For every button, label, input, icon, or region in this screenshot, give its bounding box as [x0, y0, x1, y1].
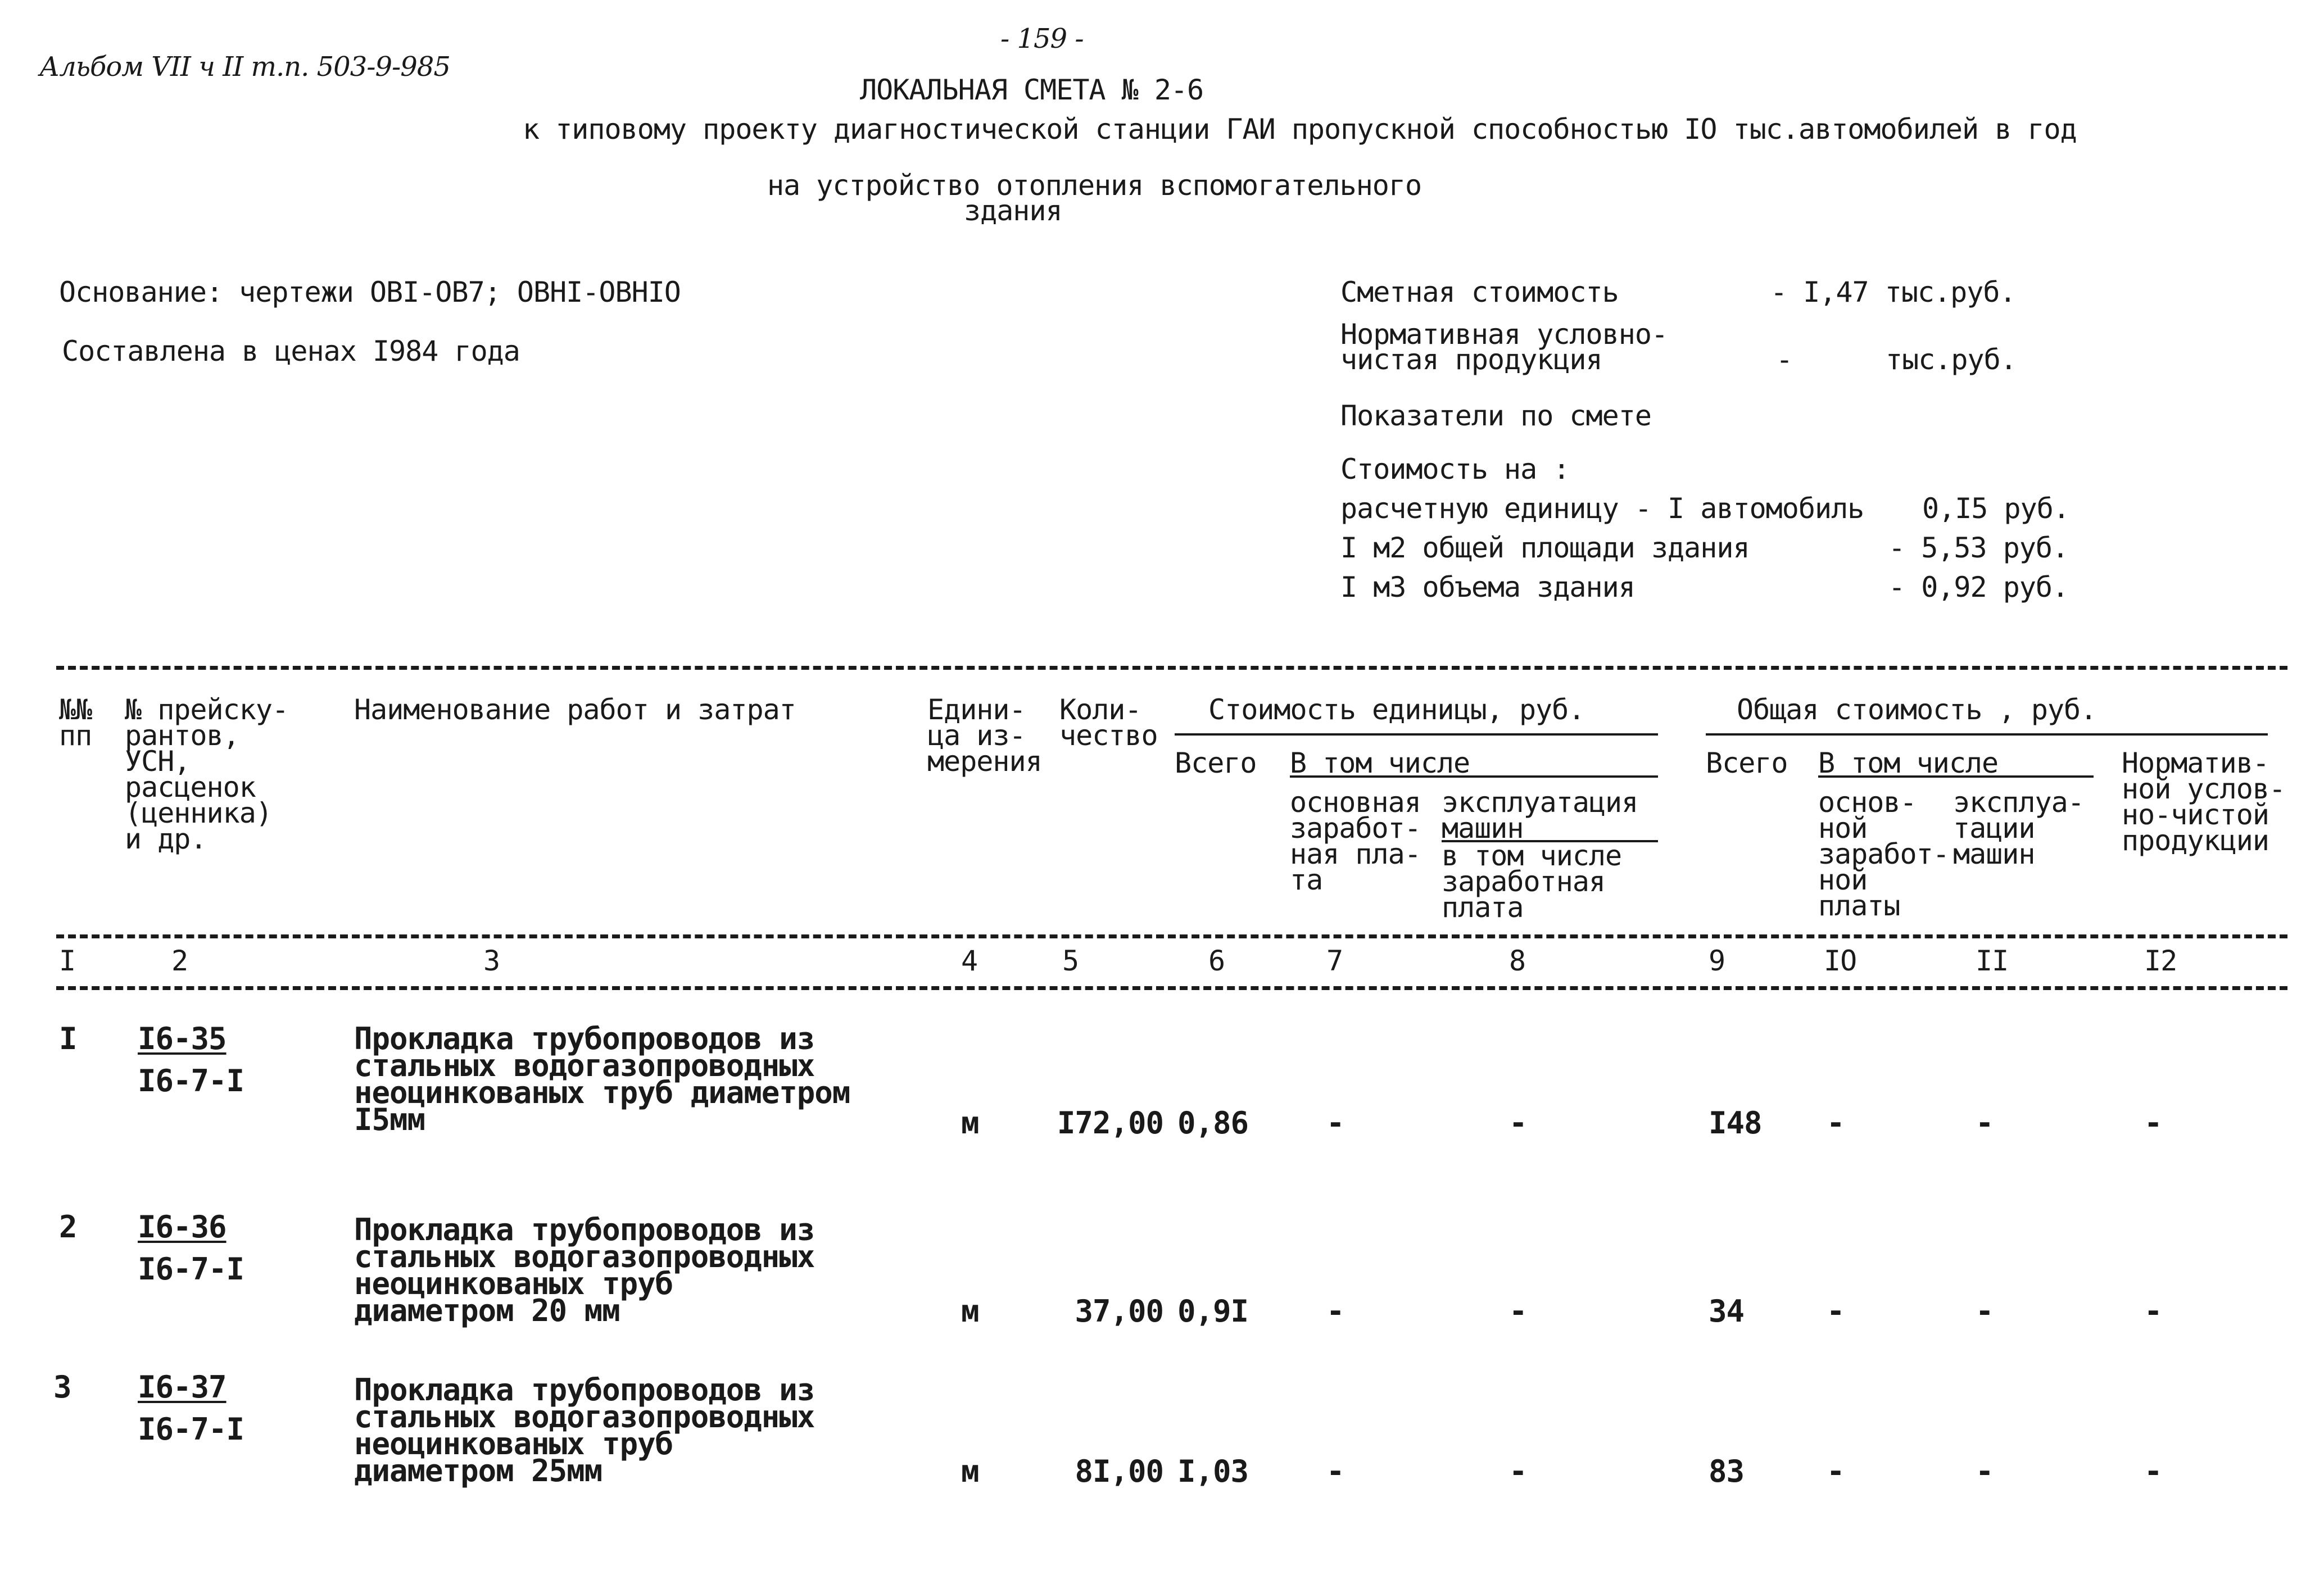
column-number: IO	[1824, 945, 1857, 977]
purpose-line-1: на устройство отопления вспомогательного	[767, 169, 1422, 202]
area-value: - 5,53 руб.	[1888, 532, 2069, 564]
row-total-basic: -	[1827, 1294, 1845, 1329]
indicators-label: Показатели по смете	[1340, 400, 1651, 432]
norm-unit: тыс.руб.	[1886, 343, 2017, 376]
row-total-basic: -	[1827, 1105, 1845, 1141]
row-code-bottom: I6-7-I	[138, 1251, 244, 1287]
row-machines: -	[1509, 1105, 1527, 1141]
row-total: 34	[1709, 1294, 1745, 1329]
row-normative: -	[2144, 1454, 2162, 1489]
row-total-machines: -	[1976, 1294, 1994, 1329]
row-code-top: I6-37	[138, 1369, 226, 1405]
row-normative: -	[2144, 1294, 2162, 1329]
header-col-4: Едини- ца из- мерения	[927, 693, 1042, 778]
column-numbers-rule	[56, 986, 2287, 990]
norm-dash: -	[1776, 343, 1793, 376]
norm-label-2: чистая продукция	[1340, 343, 1602, 376]
row-name: Прокладка трубопроводов из стальных водогазопроводных неоцинкованых труб диаметром 25мм	[354, 1372, 815, 1488]
album-note: Альбом VII ч II т.п. 503-9-985	[39, 51, 450, 83]
header-unit-cost-group: Стоимость единицы, руб.	[1208, 693, 1585, 726]
header-unit-vsego: Всего	[1175, 747, 1257, 779]
column-number: 2	[171, 945, 188, 977]
row-quantity: 8I,00	[1075, 1454, 1163, 1489]
prices-line: Составлена в ценах I984 года	[62, 335, 520, 367]
row-unit-total: 0,9I	[1177, 1294, 1249, 1329]
row-quantity: 37,00	[1075, 1294, 1163, 1329]
row-total-machines: -	[1976, 1454, 1994, 1489]
row-total-basic: -	[1827, 1454, 1845, 1489]
row-number: I	[59, 1021, 77, 1056]
header-total-cost-group: Общая стоимость , руб.	[1737, 693, 2097, 726]
header-normative: Норматив- ной услов- но-чистой продукции	[2122, 747, 2286, 857]
header-total-basic: основ- ной заработ- ной платы	[1818, 786, 1949, 922]
row-code-top: I6-36	[138, 1209, 226, 1245]
row-total: I48	[1709, 1105, 1762, 1141]
row-quantity: I72,00	[1057, 1105, 1163, 1141]
unit-cost-group-rule	[1175, 733, 1658, 736]
column-number: 5	[1062, 945, 1079, 977]
header-unit-incl: В том числе	[1290, 747, 1470, 779]
column-number: 4	[961, 945, 978, 977]
row-basic-wage: -	[1326, 1294, 1344, 1329]
header-incl-wage: в том числе заработная плата	[1442, 839, 1622, 924]
document-title: ЛОКАЛЬНАЯ СМЕТА № 2-6	[860, 74, 1204, 106]
cost-value: - I,47 тыс.руб.	[1770, 276, 2016, 308]
total-incl-rule	[1818, 775, 2094, 778]
area-line: I м2 общей площади здания	[1340, 532, 1750, 564]
row-code-bottom: I6-7-I	[138, 1063, 244, 1099]
row-unit: м	[961, 1294, 979, 1329]
row-basic-wage: -	[1326, 1105, 1344, 1141]
header-basic-wage: основная заработ- ная пла- та	[1290, 786, 1421, 896]
row-unit: м	[961, 1454, 979, 1489]
row-total: 83	[1709, 1454, 1745, 1489]
cost-label: Сметная стоимость	[1340, 276, 1619, 308]
row-unit-total: I,03	[1177, 1454, 1249, 1489]
column-number: I	[59, 945, 76, 977]
row-basic-wage: -	[1326, 1454, 1344, 1489]
row-code-bottom: I6-7-I	[138, 1412, 244, 1447]
header-total-machines: эксплуа- тации машин	[1953, 786, 2084, 870]
header-total-vsego: Всего	[1706, 747, 1788, 779]
column-number: 7	[1326, 945, 1343, 977]
volume-line: I м3 объема здания	[1340, 571, 1635, 603]
row-number: 3	[53, 1369, 71, 1405]
cost-per-label: Стоимость на :	[1340, 453, 1570, 485]
unit-line: расчетную единицу - I автомобиль	[1340, 492, 1864, 525]
header-col-3: Наименование работ и затрат	[354, 693, 796, 726]
basis-line: Основание: чертежи OBI-OB7; OBHI-OBHIO	[59, 276, 681, 308]
header-machines: эксплуатация машин	[1442, 786, 1638, 845]
column-number: 8	[1509, 945, 1526, 977]
column-number: I2	[2144, 945, 2177, 977]
column-number: 6	[1208, 945, 1225, 977]
row-name: Прокладка трубопроводов из стальных водогазопроводных неоцинкованых труб диаметром I5мм	[354, 1021, 850, 1137]
row-unit: м	[961, 1105, 979, 1141]
total-cost-group-rule	[1706, 733, 2268, 736]
header-col-1: №№ пп	[59, 693, 92, 752]
header-col-2: № прейску- рантов, УСН, расценок (ценника) и др.	[125, 693, 289, 855]
row-machines: -	[1509, 1454, 1527, 1489]
row-normative: -	[2144, 1105, 2162, 1141]
row-code-top: I6-35	[138, 1021, 226, 1056]
row-unit-total: 0,86	[1177, 1105, 1249, 1141]
volume-value: - 0,92 руб.	[1888, 571, 2069, 603]
unit-incl-rule	[1290, 775, 1658, 778]
column-number: 3	[483, 945, 500, 977]
table-top-rule	[56, 666, 2287, 670]
row-machines: -	[1509, 1294, 1527, 1329]
header-total-incl: В том числе	[1818, 747, 1999, 779]
header-col-5: Коли- чество	[1059, 693, 1158, 752]
row-total-machines: -	[1976, 1105, 1994, 1141]
row-number: 2	[59, 1209, 77, 1245]
document-subtitle: к типовому проекту диагностической станции ГАИ пропускной способностью IO тыс.автомобилей в год	[523, 113, 2077, 146]
column-number: 9	[1709, 945, 1725, 977]
column-number: II	[1976, 945, 2009, 977]
page-number: - 159 -	[1000, 23, 1084, 55]
norm-label-1: Нормативная условно-	[1340, 318, 1668, 351]
unit-value: 0,I5 руб.	[1922, 492, 2069, 525]
header-bottom-rule	[56, 934, 2287, 938]
purpose-line-2: здания	[964, 194, 1062, 227]
row-name: Прокладка трубопроводов из стальных водогазопроводных неоцинкованых труб диаметром 20 мм	[354, 1212, 815, 1328]
